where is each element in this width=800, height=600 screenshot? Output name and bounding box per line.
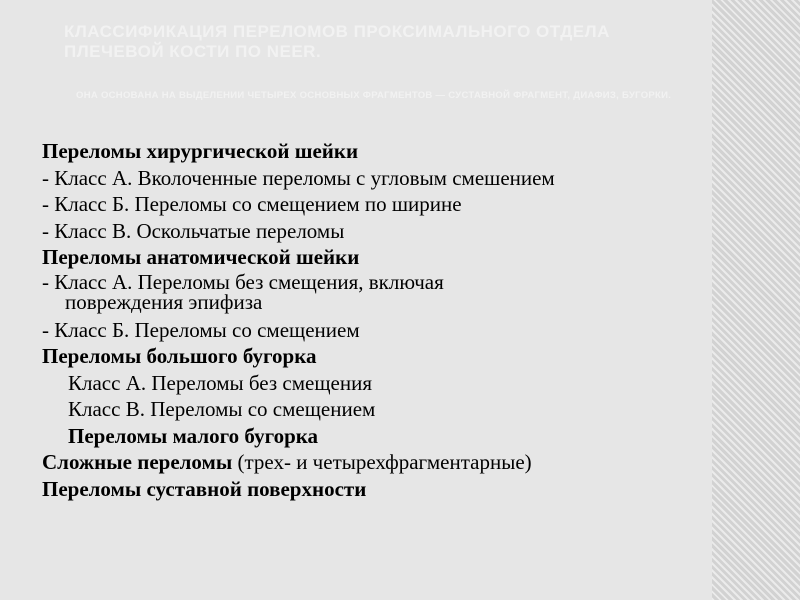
slide-subtitle-text: ОНА ОСНОВАНА НА ВЫДЕЛЕНИИ ЧЕТЫРЕХ ОСНОВНЫХ ФРАГМЕНТОВ — СУСТАВНОЙ ФРАГМЕНТ, ДИАФИЗ, БУГОРКИ. [76, 90, 672, 101]
list-item-anatomical-class-a [42, 269, 722, 318]
list-item-anatomical-class-b: - Класс Б. Переломы со смещением [42, 317, 360, 342]
heading-anatomical-neck: Переломы анатомической шейки [42, 245, 360, 269]
list-item-anatomical-class-a-text: - Класс А. Переломы без смещения, включая [42, 269, 444, 294]
slide-title: КЛАССИФИКАЦИЯ ПЕРЕЛОМОВ ПРОКСИМАЛЬНОГО ОТДЕЛА ПЛЕЧЕВОЙ КОСТИ ПО NEER. [64, 22, 610, 61]
complex-fractures-note: (трех- и четырехфрагментарные) [232, 450, 532, 474]
list-item-anatomical-class-a-continuation: повреждения эпифиза [65, 289, 263, 314]
heading-greater-tubercle: Переломы большого бугорка [42, 344, 317, 368]
heading-articular-surface: Переломы суставной поверхности [42, 476, 367, 501]
list-item-surgical-class-a: - Класс А. Вколоченные переломы с угловым смешением [42, 165, 555, 190]
slide-body [42, 139, 722, 503]
complex-fractures-label: Сложные переломы [42, 450, 233, 474]
list-item-surgical-class-c: - Класс В. Оскольчатые переломы [42, 218, 345, 243]
list-item-greater-class-a: Класс А. Переломы без смещения [68, 370, 372, 395]
heading-lesser-tubercle: Переломы малого бугорка [68, 423, 319, 448]
heading-surgical-neck: Переломы хирургической шейки [42, 139, 359, 163]
decorative-side-stripe [712, 0, 800, 600]
list-item-surgical-class-b: - Класс Б. Переломы со смещением по ширине [42, 192, 462, 216]
heading-complex-fractures [42, 450, 722, 477]
list-item-greater-class-c: Класс В. Переломы со смещением [68, 397, 376, 421]
slide-subtitle [64, 88, 724, 104]
